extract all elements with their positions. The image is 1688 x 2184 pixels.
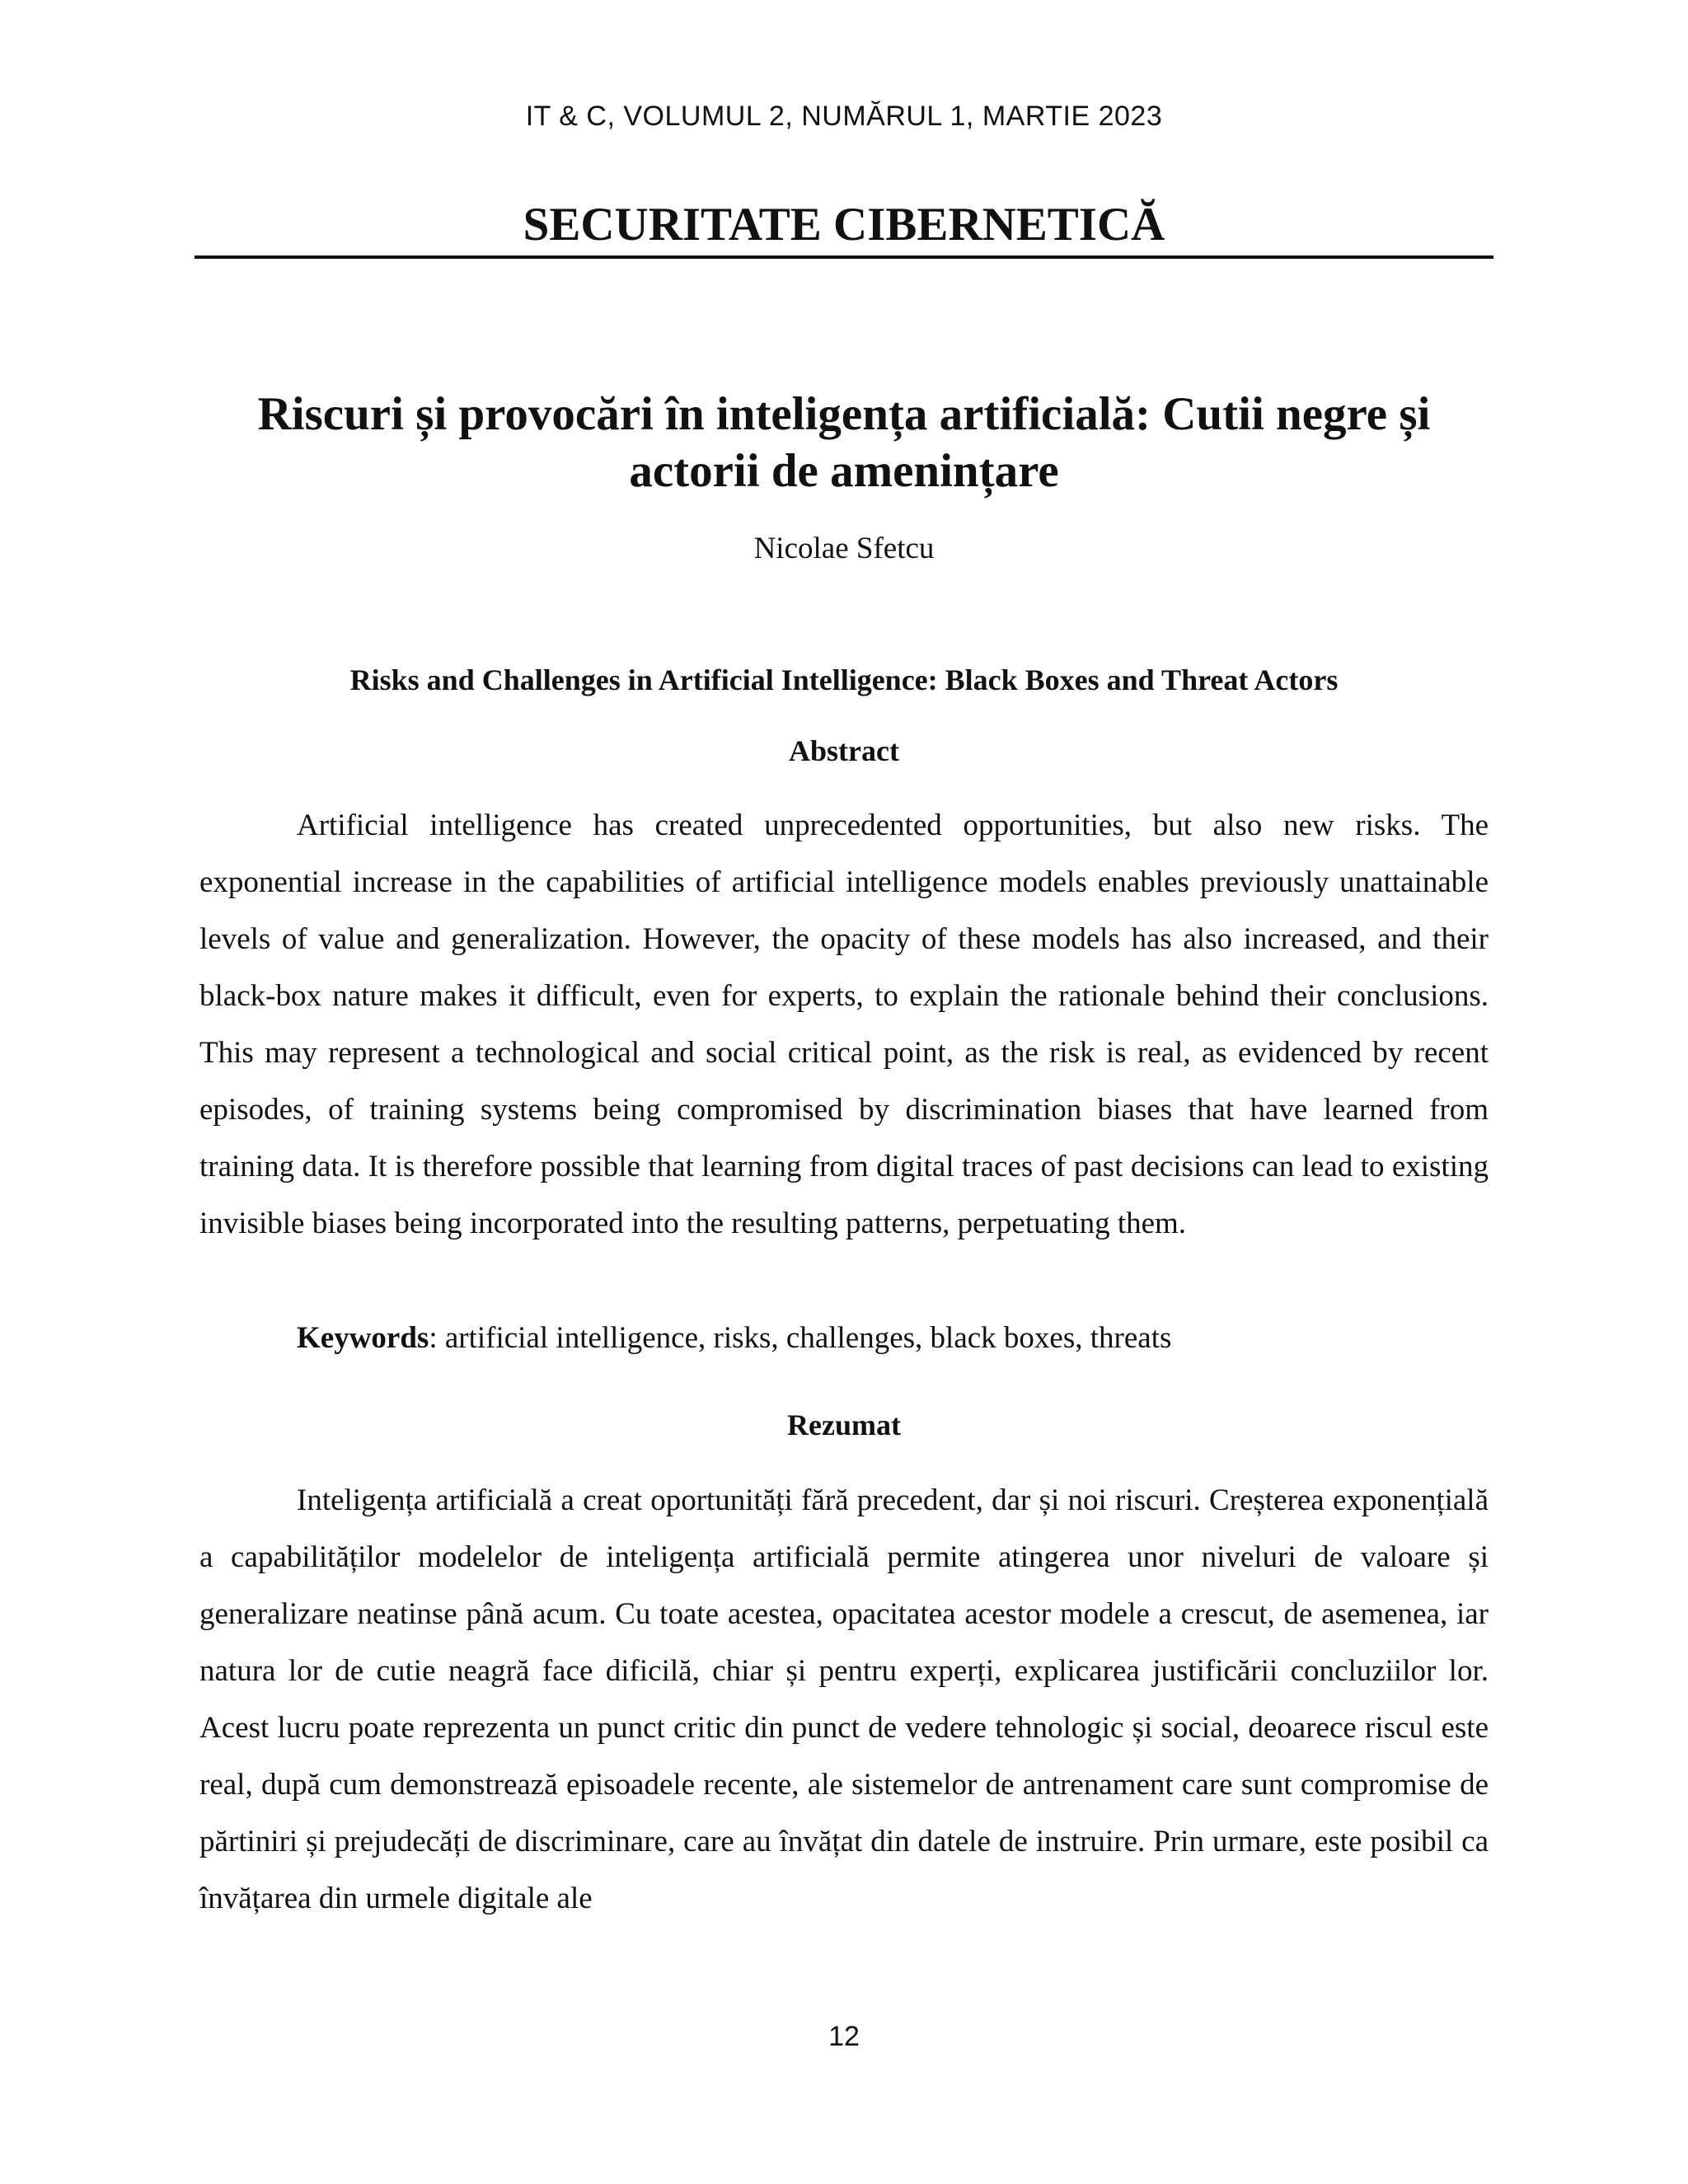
section-title: SECURITATE CIBERNETICĂ [523,199,1165,251]
author-name: Nicolae Sfetcu [753,532,935,565]
journal-header: IT & C, VOLUMUL 2, NUMĂRUL 1, MARTIE 2023 [525,101,1163,132]
keywords-line [297,1310,1489,1366]
abstract-text: Artificial intelligence has created unprecedented opportunities, but also new risks. The exponential increase in the capabilities of artificial intelligence models enables previously unattainable levels of value and generalization. However, the opacity of these models has also increased, and their black-box nature makes it difficult, even for experts, to explain the rationale behind their conclusions. This may represent a technological and social critical point, as the risk is real, as evidenced by recent episodes, of training systems being compromised by discrimination biases that have learned from training data. It is therefore possible that learning from digital traces of past decisions can lead to existing invisible biases being incorporated into the resulting patterns, perpetuating them. [199,808,1489,1240]
keywords-label: Keywords [297,1321,429,1355]
abstract-heading: Abstract [789,734,899,767]
rezumat-text: Inteligența artificială a creat oportunități fără precedent, dar și noi riscuri. Creșterea exponențială a capabilităților modelelor de inteligența artificială permite atingerea unor niveluri de valoare și generalizare neatinse până acum. Cu toate acestea, opacitatea acestor modele a crescut, de asemenea, iar natura lor de cutie neagră face dificilă, chiar și pentru experți, explicarea justificării concluziilor lor. Acest lucru poate reprezenta un punct critic din punct de vedere tehnologic și social, deoarece riscul este real, după cum demonstrează episoadele recente, ale sistemelor de antrenament care sunt compromise de părtiniri și prejudecăți de discriminare, care au învățat din datele de instruire. Prin urmare, este posibil ca învățarea din urmele digitale ale [199,1483,1489,1915]
keywords-text: : artificial intelligence, risks, challenges, black boxes, threats [429,1321,1172,1355]
rezumat-heading: Rezumat [787,1408,901,1441]
english-title: Risks and Challenges in Artificial Intelligence: Black Boxes and Threat Actors [349,663,1339,696]
section-divider [195,255,1493,259]
article-title: Riscuri și provocări în inteligența artificială: Cutii negre și actorii de amenințare [257,388,1431,497]
page-number: 12 [828,2021,860,2052]
